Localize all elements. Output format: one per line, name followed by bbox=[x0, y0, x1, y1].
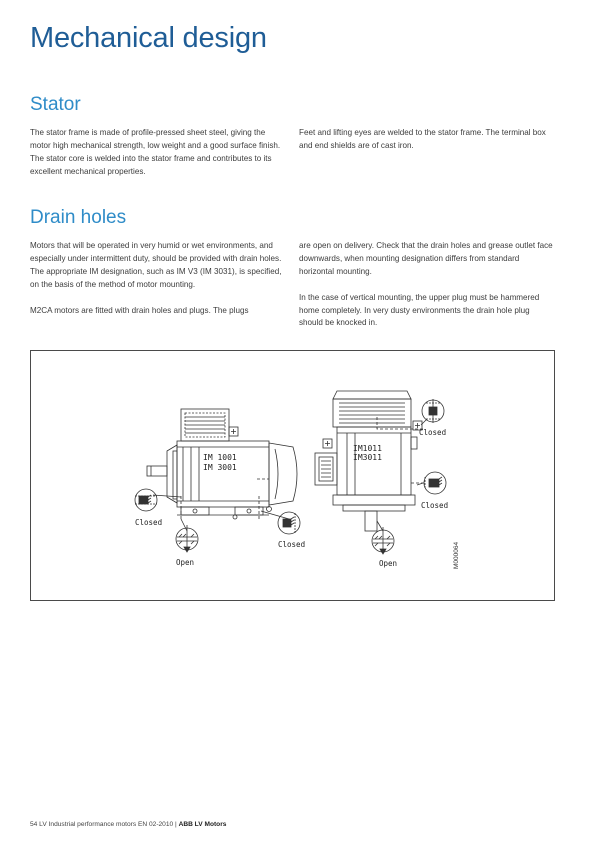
stator-column-left bbox=[30, 127, 286, 192]
drain-plug-detail-closed-left bbox=[135, 489, 162, 527]
drain-plug-detail-open-right bbox=[372, 527, 397, 568]
footer-brand: ABB LV Motors bbox=[178, 821, 227, 828]
drain-holes-column-left bbox=[30, 240, 286, 330]
drain-holes-column-right bbox=[299, 240, 555, 343]
drain-holes-paragraph-2: M2CA motors are fitted with drain holes and plugs. The plugs bbox=[30, 305, 249, 315]
horizontal-im-label-2: IM 3001 bbox=[203, 463, 237, 472]
drain-plug-detail-closed-middle bbox=[278, 512, 305, 549]
stator-heading: Stator bbox=[30, 94, 81, 115]
horizontal-motor-drawing bbox=[147, 409, 297, 531]
closed-label-right: Closed bbox=[421, 501, 449, 510]
vertical-motor-drawing bbox=[315, 391, 427, 531]
drain-plug-detail-open-left bbox=[176, 525, 198, 567]
stator-paragraph-1: The stator frame is made of profile-pressed sheet steel, giving the motor high mechanical strength, low weight and a good surface finish. The stator core is welded into the stator frame and contributes to its excellent mechanical properties. bbox=[30, 128, 281, 176]
page-footer bbox=[30, 821, 226, 828]
drain-holes-paragraph-4: In the case of vertical mounting, the upper plug must be hammered home completely. In very dusty environments the drain hole plug should be knocked in. bbox=[299, 292, 540, 328]
open-label-left: Open bbox=[176, 558, 195, 567]
footer-text: 54 LV Industrial performance motors EN 02-2010 | bbox=[30, 821, 179, 828]
motor-drawings bbox=[31, 351, 556, 602]
closed-label-middle: Closed bbox=[278, 540, 306, 549]
horizontal-im-label-1: IM 1001 bbox=[203, 453, 237, 462]
open-label-right: Open bbox=[379, 559, 398, 568]
drain-holes-heading: Drain holes bbox=[30, 207, 127, 228]
vertical-im-label-1: IM1011 bbox=[353, 444, 382, 453]
figure-code: M000064 bbox=[453, 541, 460, 569]
page-title: Mechanical design bbox=[30, 22, 267, 54]
drain-hole-figure bbox=[30, 350, 555, 601]
closed-label-top: Closed bbox=[419, 428, 447, 437]
stator-paragraph-2: Feet and lifting eyes are welded to the stator frame. The terminal box and end shields are of cast iron. bbox=[299, 128, 546, 150]
closed-label-left: Closed bbox=[135, 518, 163, 527]
drain-holes-paragraph-1: Motors that will be operated in very humid or wet environments, and especially under intermittent duty, should be provided with drain holes. The appropriate IM designation, such as IM V3 (IM 3031), is specified, on the basis of the method of motor mounting. bbox=[30, 241, 282, 289]
stator-column-right bbox=[299, 127, 555, 166]
vertical-im-label-2: IM3011 bbox=[353, 453, 382, 462]
drain-plug-detail-closed-top bbox=[419, 399, 446, 437]
drain-holes-paragraph-3: are open on delivery. Check that the drain holes and grease outlet face downwards, when mounting designation differs from standard horizontal mounting. bbox=[299, 241, 553, 276]
drain-plug-detail-closed-right bbox=[421, 472, 448, 510]
